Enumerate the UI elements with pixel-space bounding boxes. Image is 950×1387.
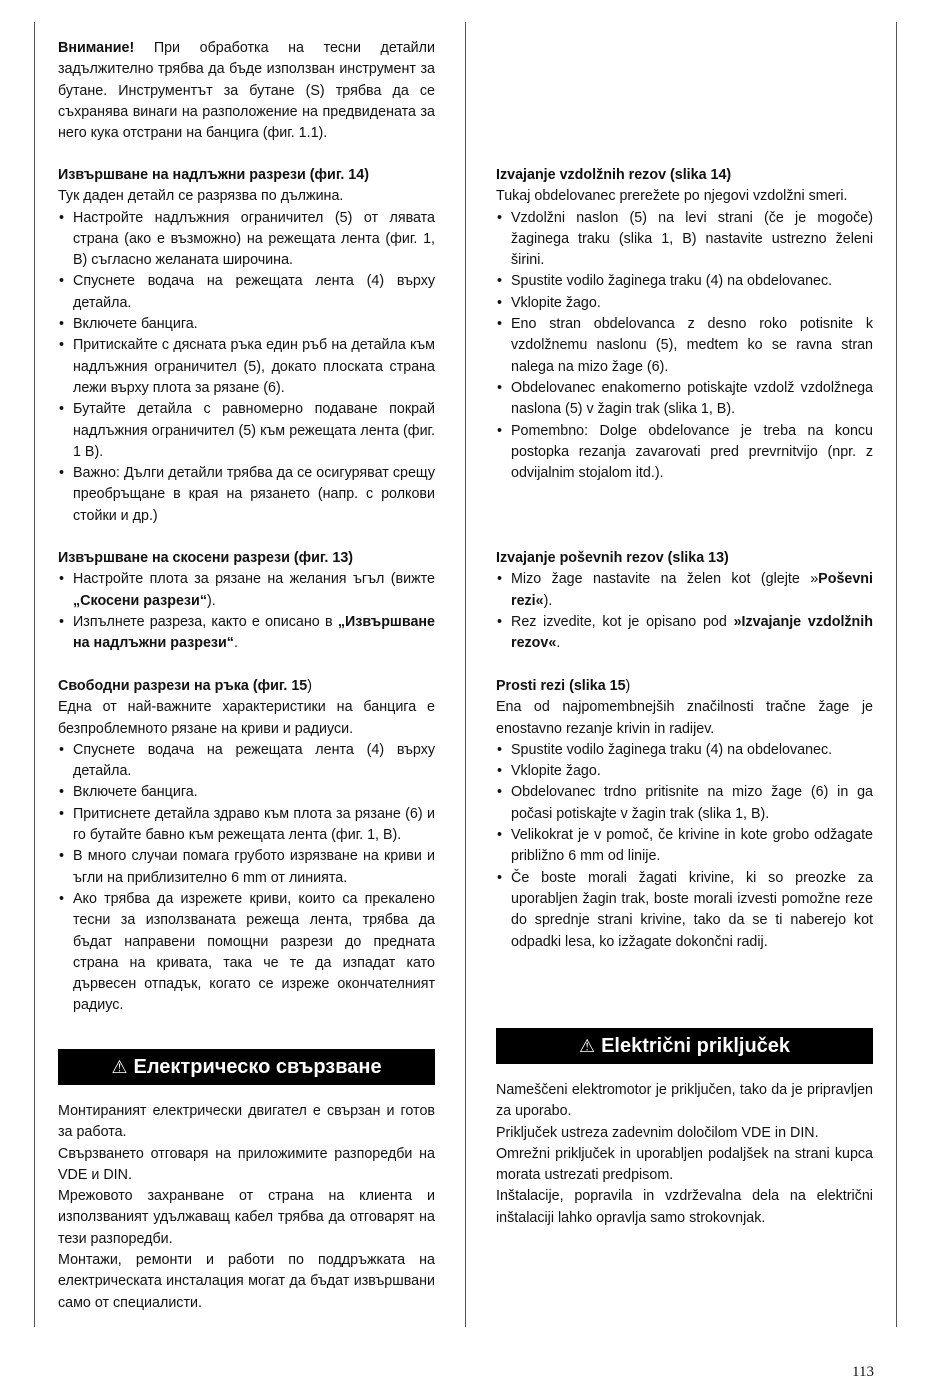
list-item: • Изпълнете разреза, както е описано в „Извършване на надлъжни разрези“.	[59, 613, 435, 652]
bevel-cut-section	[58, 548, 435, 654]
freehand-cut-list	[496, 740, 873, 953]
warning-block	[58, 38, 435, 144]
electrical-paragraph: Nameščeni elektromotor je priključen, tako da je pripravljen za uporabo.	[496, 1082, 873, 1120]
bevel-cut-title: Izvajanje poševnih rezov (slika 13)	[496, 550, 729, 566]
warning-triangle-icon: ⚠	[111, 1057, 128, 1077]
electrical-connection-heading: Električni priključek	[601, 1035, 791, 1057]
rip-cut-intro: Тук даден детайл се разрязва по дължина.	[58, 188, 344, 205]
freehand-cut-intro: Една от най-важните характеристики на банцига е безпроблемното рязане на криви и радиуси.	[58, 699, 435, 737]
electrical-connection-body	[58, 1101, 435, 1314]
electrical-paragraph: Priključek ustreza zadevnim določilom VDE in DIN.	[496, 1124, 819, 1141]
electrical-paragraph: Мрежовото захранване от страна на клиента и използваният удължаващ кабел трябва да отговарят на тези разпоредби.	[58, 1188, 435, 1247]
bevel-cut-title: Извършване на скосени разрези (фиг. 13)	[58, 550, 354, 566]
freehand-cut-title: Свободни разрези на ръка (фиг. 15)	[58, 678, 313, 694]
warning-triangle-icon: ⚠	[578, 1036, 596, 1056]
list-item: • Obdelovanec enakomerno potiskajte vzdolž vzdolžnega naslona (5) v žagin trak (slika 1, B).	[497, 379, 873, 418]
bevel-cut-list	[496, 569, 873, 654]
rip-cut-section	[58, 165, 435, 527]
right-column	[496, 38, 873, 1328]
list-item: • Спуснете водача на режещата лента (4) върху детайла.	[59, 273, 435, 311]
list-item: • Включете банцига.	[59, 784, 198, 801]
left-column	[58, 38, 435, 1328]
list-item: • Притискайте с дясната ръка един ръб на детайла към надлъжния ограничител (5), докато плоската страна лежи върху плота за рязане (6).	[59, 337, 435, 396]
freehand-cut-intro: Ena od najpomembnejših značilnosti tračne žage je enostavno rezanje krivin in radijev.	[496, 699, 873, 737]
list-item: • Спуснете водача на режещата лента (4) върху детайла.	[59, 741, 435, 780]
right-margin-rule	[896, 22, 897, 1327]
electrical-paragraph: Монтажи, ремонти и работи по поддръжката на електрическата инсталация могат да бъдат извършвани само от специалисти.	[58, 1252, 435, 1311]
list-item: • Притиснете детайла здраво към плота за рязане (6) и го бутайте бавно към режещата лента (фиг. 1, В).	[59, 805, 435, 844]
list-item: • Obdelovanec trdno pritisnite na mizo žage (6) in ga počasi potiskajte v žagin trak (slika 1, B).	[497, 784, 873, 822]
warning-text: При обработка на тесни детайли задължително трябва да бъде използван инструмент за бутане. Инструментът за бутане (S) трябва да се съхранява винаги на разположение на предвидената за него кука отстрани на банцига (фиг. 1.1).	[58, 40, 435, 142]
list-item: • Включете банцига.	[59, 316, 198, 333]
list-item: • Vklopite žago.	[497, 294, 601, 311]
list-item: • Eno stran obdelovanca z desno roko potisnite k vzdolžnemu naslonu (5), medtem ko se ravna stran nalega na mizo žage (6).	[497, 316, 873, 375]
warning-paragraph	[58, 38, 435, 144]
left-margin-rule	[34, 22, 35, 1327]
freehand-cut-list	[58, 740, 435, 1017]
list-item: • Spustite vodilo žaginega traku (4) na obdelovanec.	[497, 741, 833, 758]
list-item: • Rez izvedite, kot je opisano pod »Izvajanje vzdolžnih rezov«.	[497, 613, 873, 652]
electrical-connection-heading: Електрическо свързване	[133, 1056, 382, 1078]
list-item: • Vzdolžni naslon (5) na levi strani (če je mogoče) žaginega traku (slika 1, B) nastavite ustrezno želeni širini.	[497, 209, 873, 269]
list-item: • Важно: Дълги детайли трябва да се осигуряват срещу преобръщане в края на рязането (напр. с ролкови стойки и др.)	[59, 465, 435, 524]
center-column-rule	[465, 22, 466, 1327]
electrical-paragraph: Свързването отговаря на приложимите разпоредби на VDE и DIN.	[58, 1145, 435, 1183]
electrical-paragraph: Omrežni priključek in uporabljen podaljšek na strani kupca morata ustrezati predpisom.	[496, 1145, 873, 1184]
rip-cut-list	[58, 208, 435, 527]
bevel-cut-section	[496, 548, 873, 654]
rip-cut-title: Izvajanje vzdolžnih rezov (slika 14)	[496, 167, 732, 183]
list-item: • Mizo žage nastavite na želen kot (glejte »Poševni rezi«).	[497, 571, 873, 609]
list-item: • Če boste morali žagati krivine, ki so preozke za uporabljen žagin trak, boste morali izvesti pomožne reze do sprednje strani krivine, tako da se ti naberejo kot odpadki lesa, ko izžagate dokončni radij.	[497, 869, 873, 950]
page-number: 113	[852, 1364, 874, 1380]
rip-cut-intro: Tukaj obdelovanec prerežete po njegovi vzdolžni smeri.	[496, 188, 848, 205]
electrical-paragraph: Inštalacije, popravila in vzdrževalna dela na električni inštalaciji lahko opravlja samo strokovnjak.	[496, 1188, 873, 1226]
warning-label: Внимание!	[58, 40, 135, 56]
list-item: • Ако трябва да изрежете криви, които са прекалено тесни за използваната режеща лента, трябва да бъдат направени помощни разрези до предната страна на кривата, така че те да изпадат като дървесен отпадък, когато се изреже окончателният радиус.	[59, 890, 435, 1014]
bevel-cut-list	[58, 569, 435, 654]
freehand-cut-section	[58, 676, 435, 1017]
list-item: • Velikokrat je v pomoč, če krivine in kote grobo odžagate približno 6 mm od linije.	[497, 827, 873, 865]
list-item: • В много случаи помага грубото изрязване на криви и ъгли на приблизително 6 mm от линията.	[59, 848, 435, 886]
list-item: • Spustite vodilo žaginega traku (4) na obdelovanec.	[497, 273, 833, 290]
freehand-cut-title: Prosti rezi (slika 15)	[496, 678, 631, 694]
list-item: • Vklopite žago.	[497, 763, 601, 780]
list-item: • Бутайте детайла с равномерно подаване покрай надлъжния ограничител (5) към режещата лента (фиг. 1 В).	[59, 401, 435, 460]
rip-cut-list	[496, 208, 873, 485]
rip-cut-section	[496, 165, 873, 484]
electrical-connection-banner	[496, 1028, 873, 1064]
rip-cut-title: Извършване на надлъжни разрези (фиг. 14)	[58, 167, 369, 183]
list-item: • Настройте надлъжния ограничител (5) от лявата страна (ако е възможно) на режещата лента (фиг. 1, В) съгласно желаната широчина.	[59, 209, 435, 269]
electrical-connection-banner	[58, 1049, 435, 1085]
freehand-cut-section	[496, 676, 873, 953]
electrical-paragraph: Монтираният електрически двигател е свързан и готов за работа.	[58, 1103, 435, 1141]
list-item: • Настройте плота за рязане на желания ъгъл (вижте „Скосени разрези“).	[59, 571, 435, 609]
list-item: • Pomembno: Dolge obdelovance je treba na koncu postopka rezanja zavarovati pred prevrnitvijo (npr. z odvijalnim stojalom itd.).	[497, 422, 873, 482]
electrical-connection-body	[496, 1080, 873, 1229]
